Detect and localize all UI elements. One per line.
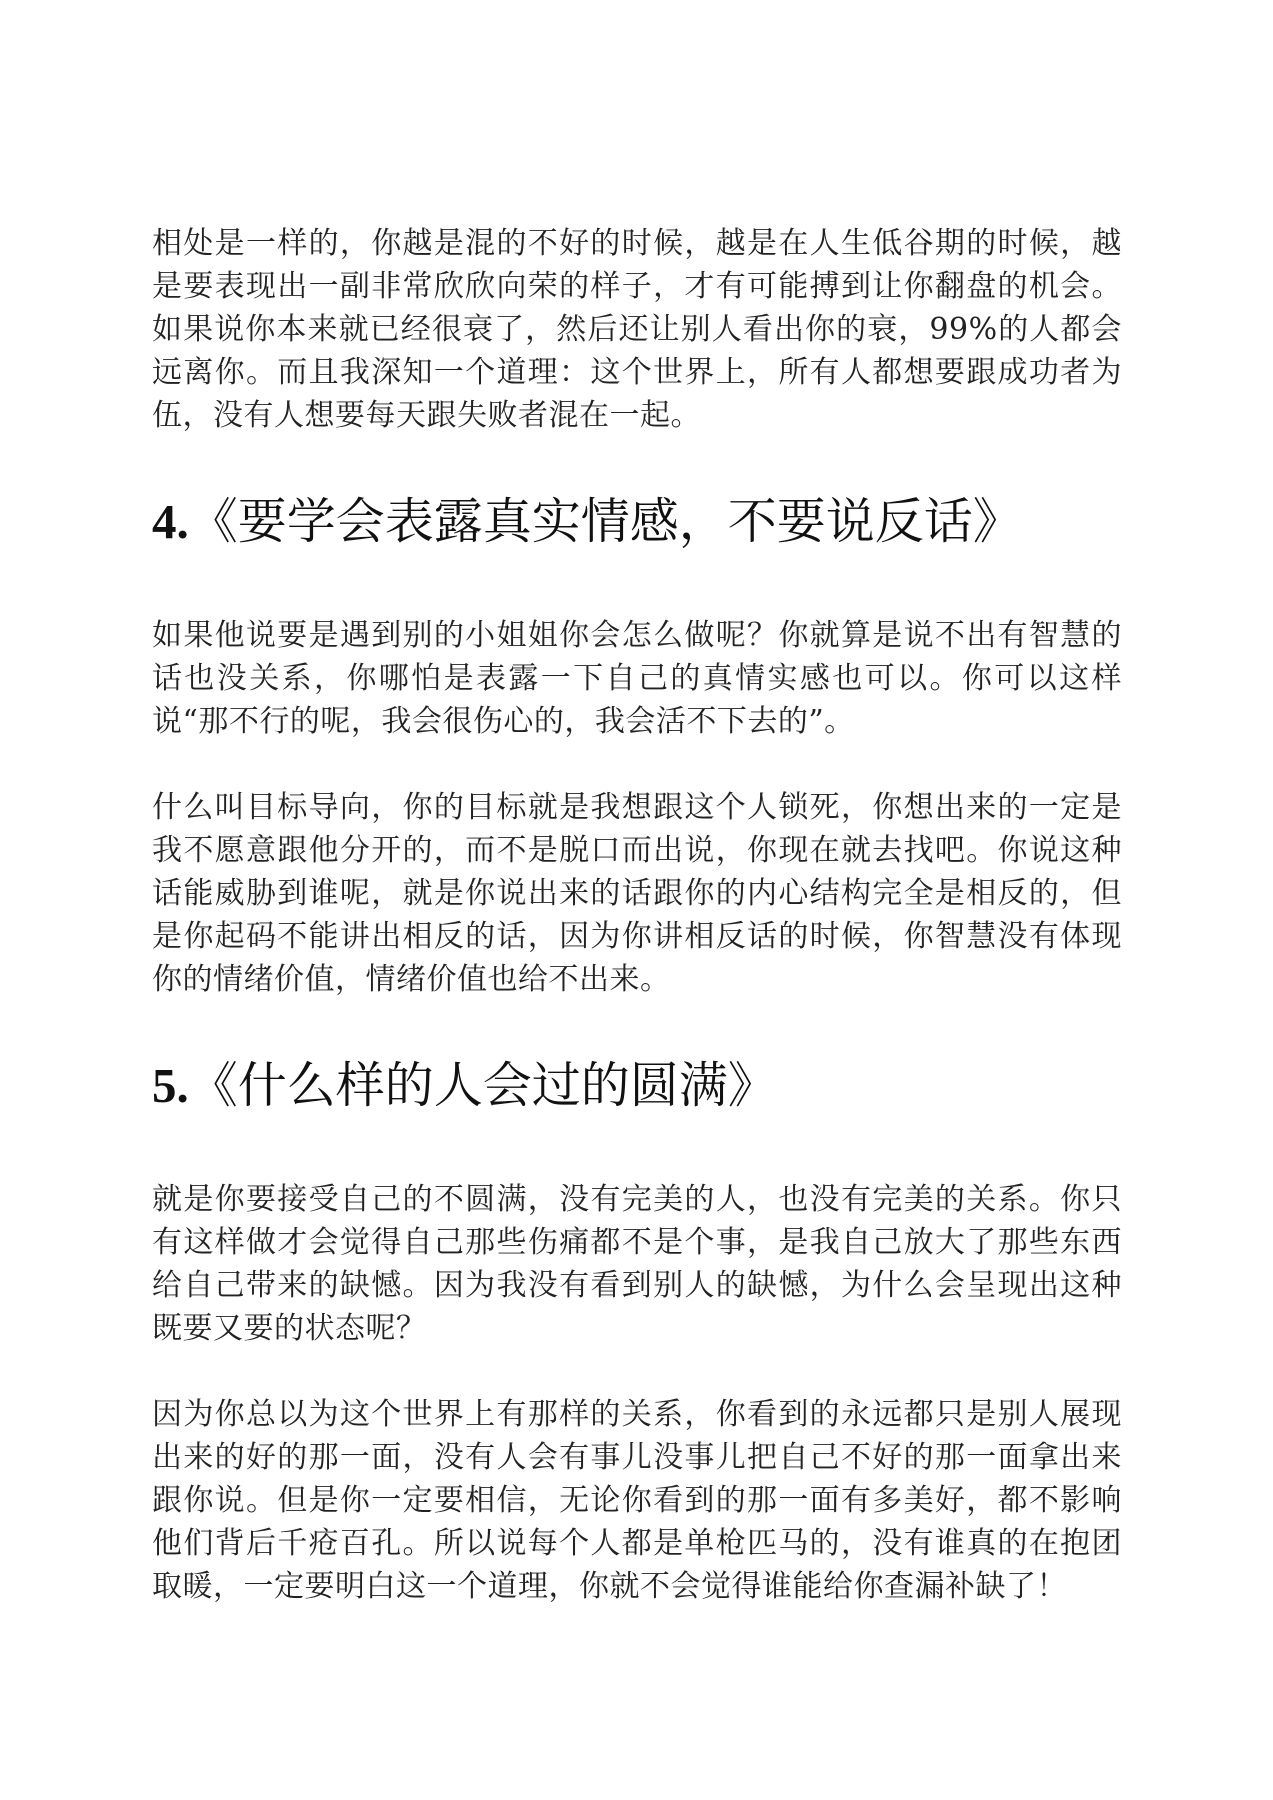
paragraph-section-4-b: 什么叫目标导向，你的目标就是我想跟这个人锁死，你想出来的一定是我不愿意跟他分开的，而不是脱口而出说，你现在就去找吧。你说这种话能威胁到谁呢，就是你说出来的话跟你的内心结构完全是相反的，但是你起码不能讲出相反的话，因为你讲相反话的时候，你智慧没有体现你的情绪价值，情绪价值也给不出来。: [152, 790, 1122, 997]
section-title: 《要学会表露真实情感，不要说反话》: [188, 493, 1022, 550]
paragraph-section-4-a: 如果他说要是遇到别的小姐姐你会怎么做呢？你就算是说不出有智慧的话也没关系，你哪怕是表露一下自己的真情实感也可以。你可以这样说“那不行的呢，我会很伤心的，我会活不下去的”。: [152, 618, 1122, 739]
section-number: 5.: [152, 1058, 189, 1113]
section-number: 4.: [152, 494, 189, 549]
paragraph-section-5-b: 因为你总以为这个世界上有那样的关系，你看到的永远都只是别人展现出来的好的那一面，没有人会有事儿没事儿把自己不好的那一面拿出来跟你说。但是你一定要相信，无论你看到的那一面有多美好，都不影响他们背后千疮百孔。所以说每个人都是单枪匹马的，没有谁真的在抱团取暖，一定要明白这一个道理，你就不会觉得谁能给你查漏补缺了！: [152, 1397, 1122, 1604]
paragraph-intro: 相处是一样的，你越是混的不好的时候，越是在人生低谷期的时候，越是要表现出一副非常欣欣向荣的样子，才有可能搏到让你翻盘的机会。如果说你本来就已经很衰了，然后还让别人看出你的衰，99%的人都会远离你。而且我深知一个道理：这个世界上，所有人都想要跟成功者为伍，没有人想要每天跟失败者混在一起。: [152, 226, 1122, 433]
section-heading-5: [152, 1056, 1122, 1116]
section-title: 《什么样的人会过的圆满》: [188, 1057, 777, 1114]
document-body: [152, 222, 1122, 1608]
paragraph-section-5-a: 就是你要接受自己的不圆满，没有完美的人，也没有完美的关系。你只有这样做才会觉得自己那些伤痛都不是个事，是我自己放大了那些东西给自己带来的缺憾。因为我没有看到别人的缺憾，为什么会呈现出这种既要又要的状态呢？: [152, 1182, 1122, 1346]
section-heading-4: [152, 492, 1122, 552]
